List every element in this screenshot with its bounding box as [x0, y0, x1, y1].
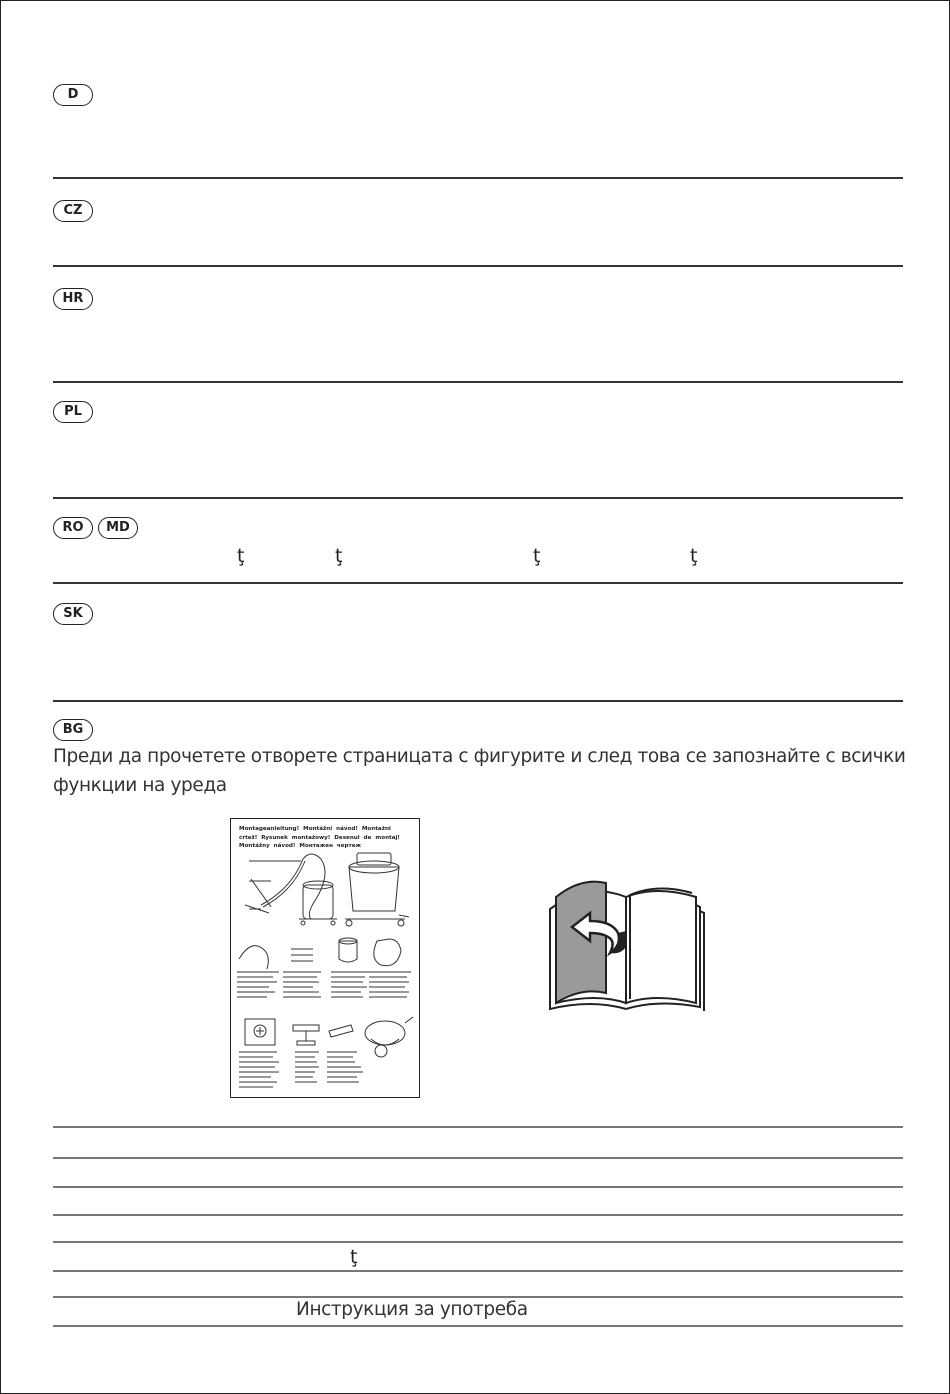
glyph-t-cedilla: ţ — [533, 545, 541, 567]
language-badge-hr: HR — [53, 288, 93, 310]
bg-intro-text: Преди да прочетете отворете страницата с фигурите и след това се запознайте с всички функции на уреда — [53, 746, 906, 796]
assembly-diagram-title: Montageanleitung! Montážní návod! Montažni crtež! Rysunek montażowy! Desenul de montaj! Montážny návod! Монтажен чертеж — [239, 826, 400, 849]
section-divider — [53, 177, 903, 179]
footer-divider — [53, 1186, 903, 1188]
footer-divider — [53, 1126, 903, 1128]
section-divider — [53, 381, 903, 383]
language-badge-cz: CZ — [53, 200, 93, 222]
footer-divider — [53, 1214, 903, 1216]
language-badge-sk: SK — [53, 603, 93, 625]
book-turn-page-icon — [546, 875, 706, 1015]
section-divider — [53, 582, 903, 584]
section-divider — [53, 700, 903, 702]
glyph-t-cedilla: ţ — [690, 545, 698, 567]
section-divider — [53, 265, 903, 267]
vacuum-cleaner-drawing — [231, 819, 419, 1097]
language-badge-d: D — [53, 84, 93, 106]
language-badge-bg: BG — [53, 719, 93, 741]
footer-bg-title: Инструкция за употреба — [296, 1299, 528, 1320]
footer-divider — [53, 1241, 903, 1243]
glyph-t-cedilla: ţ — [335, 545, 343, 567]
glyph-t-cedilla: ţ — [350, 1246, 358, 1268]
footer-divider — [53, 1296, 903, 1298]
footer-divider — [53, 1157, 903, 1159]
section-divider — [53, 497, 903, 499]
language-badge-ro: RO — [53, 517, 93, 539]
glyph-t-cedilla: ţ — [237, 545, 245, 567]
footer-divider — [53, 1325, 903, 1327]
language-badge-pl: PL — [53, 401, 93, 423]
footer-divider — [53, 1270, 903, 1272]
assembly-diagram — [230, 818, 420, 1098]
language-badge-md: MD — [98, 517, 138, 539]
